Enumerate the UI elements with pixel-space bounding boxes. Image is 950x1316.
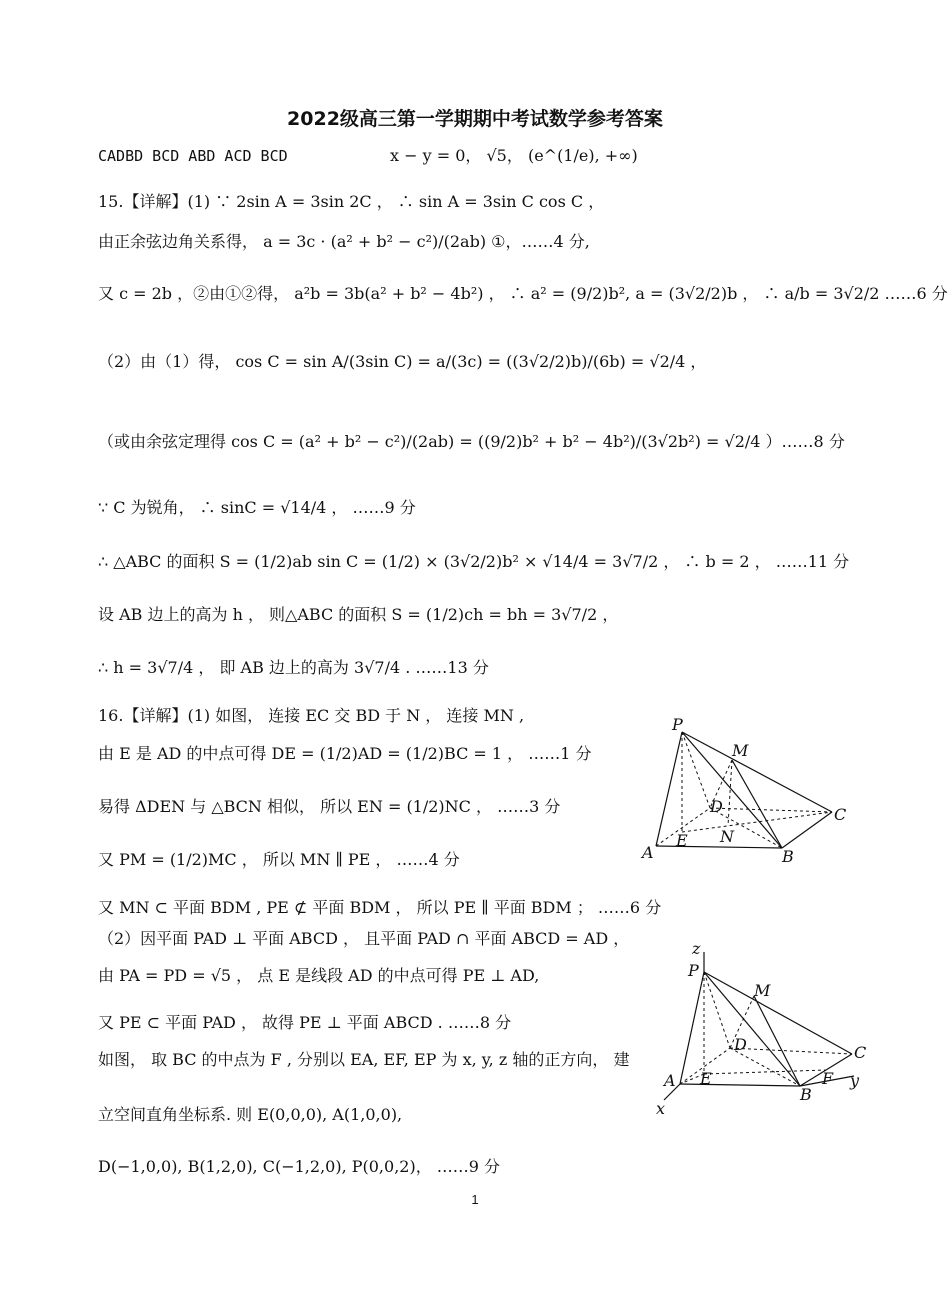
fig2-label-C: C bbox=[854, 1043, 867, 1062]
q15-line-6: ∵ C 为锐角， ∴ sinC = √14/4 ， ……9 分 bbox=[98, 498, 416, 517]
fig1-label-C: C bbox=[834, 805, 847, 824]
fig1-label-D: D bbox=[710, 797, 723, 816]
fig2-label-B: B bbox=[800, 1085, 812, 1104]
pyramid-figure-2 bbox=[650, 938, 880, 1120]
choice-answers: CADBD BCD ABD ACD BCD bbox=[98, 147, 288, 165]
fill-in-answers: x − y = 0， √5， (e^(1/e), +∞) bbox=[390, 146, 638, 165]
q16-line-6: （2）因平面 PAD ⊥ 平面 ABCD ， 且平面 PAD ∩ 平面 ABCD = AD ， bbox=[98, 929, 630, 948]
q15-line-4: （2）由（1）得， cos C = sin A/(3sin C) = a/(3c) = ((3√2/2)b)/(6b) = √2/4 ， bbox=[98, 352, 707, 371]
fig2-label-x: x bbox=[656, 1099, 666, 1118]
q16-line-5: 又 MN ⊂ 平面 BDM , PE ⊄ 平面 BDM ， 所以 PE ∥ 平面 BDM ； ……6 分 bbox=[98, 898, 662, 917]
fig2-label-D: D bbox=[734, 1035, 747, 1054]
q16-line-3: 易得 ΔDEN 与 △BCN 相似， 所以 EN = (1/2)NC ， ……3 分 bbox=[98, 797, 561, 816]
fig1-label-N: N bbox=[720, 827, 734, 846]
q15-line-2: 由正余弦边角关系得， a = 3c · (a² + b² − c²)/(2ab) ①，……4 分, bbox=[98, 232, 590, 251]
q15-line-5: （或由余弦定理得 cos C = (a² + b² − c²)/(2ab) = ((9/2)b² + b² − 4b²)/(3√2b²) = √2/4 ）……8 分 bbox=[98, 432, 845, 451]
fig1-label-B: B bbox=[782, 847, 794, 866]
q16-line-11: D(−1,0,0), B(1,2,0), C(−1,2,0), P(0,0,2)， ……9 分 bbox=[98, 1157, 501, 1176]
q16-line-2: 由 E 是 AD 的中点可得 DE = (1/2)AD = (1/2)BC = 1 ， ……1 分 bbox=[98, 744, 592, 763]
q16-line-7: 由 PA = PD = √5 ， 点 E 是线段 AD 的中点可得 PE ⊥ AD, bbox=[98, 966, 540, 985]
fig2-label-M: M bbox=[754, 981, 771, 1000]
q16-line-8: 又 PE ⊂ 平面 PAD ， 故得 PE ⊥ 平面 ABCD . ……8 分 bbox=[98, 1013, 512, 1032]
fig2-label-F: F bbox=[822, 1069, 834, 1088]
q16-line-1: 16.【详解】(1) 如图， 连接 EC 交 BD 于 N ， 连接 MN , bbox=[98, 706, 525, 725]
fig2-label-z: z bbox=[692, 939, 701, 958]
q15-line-3: 又 c = 2b ，②由①②得， a²b = 3b(a² + b² − 4b²) ， ∴ a² = (9/2)b², a = (3√2/2)b ， ∴ a/b = 3√2/2 ……6 分 bbox=[98, 284, 948, 303]
q16-line-9: 如图， 取 BC 的中点为 F , 分别以 EA, EF, EP 为 x, y, z 轴的正方向， 建 bbox=[98, 1050, 630, 1069]
fig1-label-M: M bbox=[732, 741, 749, 760]
fig2-label-A: A bbox=[664, 1071, 676, 1090]
q16-line-10: 立空间直角坐标系. 则 E(0,0,0), A(1,0,0), bbox=[98, 1105, 403, 1124]
q16-line-4: 又 PM = (1/2)MC ， 所以 MN ∥ PE ， ……4 分 bbox=[98, 850, 460, 869]
fig1-label-A: A bbox=[642, 843, 654, 862]
q15-line-1: 15.【详解】(1) ∵ 2sin A = 3sin 2C ， ∴ sin A = 3sin C cos C ， bbox=[98, 192, 605, 211]
q15-line-9: ∴ h = 3√7/4 ， 即 AB 边上的高为 3√7/4 . ……13 分 bbox=[98, 658, 489, 677]
page-number: 1 bbox=[471, 1192, 479, 1207]
fig2-label-y: y bbox=[850, 1071, 860, 1090]
q15-line-7: ∴ △ABC 的面积 S = (1/2)ab sin C = (1/2) × (3√2/2)b² × √14/4 = 3√7/2 ， ∴ b = 2 ， ……11 分 bbox=[98, 552, 850, 571]
pyramid-figure-1 bbox=[636, 712, 856, 872]
q15-line-8: 设 AB 边上的高为 h ， 则△ABC 的面积 S = (1/2)ch = bh = 3√7/2 ， bbox=[98, 605, 619, 624]
fig1-label-E: E bbox=[676, 831, 688, 850]
fig2-label-P: P bbox=[688, 961, 699, 980]
answers-line bbox=[98, 146, 288, 166]
page-title: 2022级高三第一学期期中考试数学参考答案 bbox=[287, 108, 663, 130]
fig2-label-E: E bbox=[700, 1069, 712, 1088]
fig1-label-P: P bbox=[672, 715, 683, 734]
